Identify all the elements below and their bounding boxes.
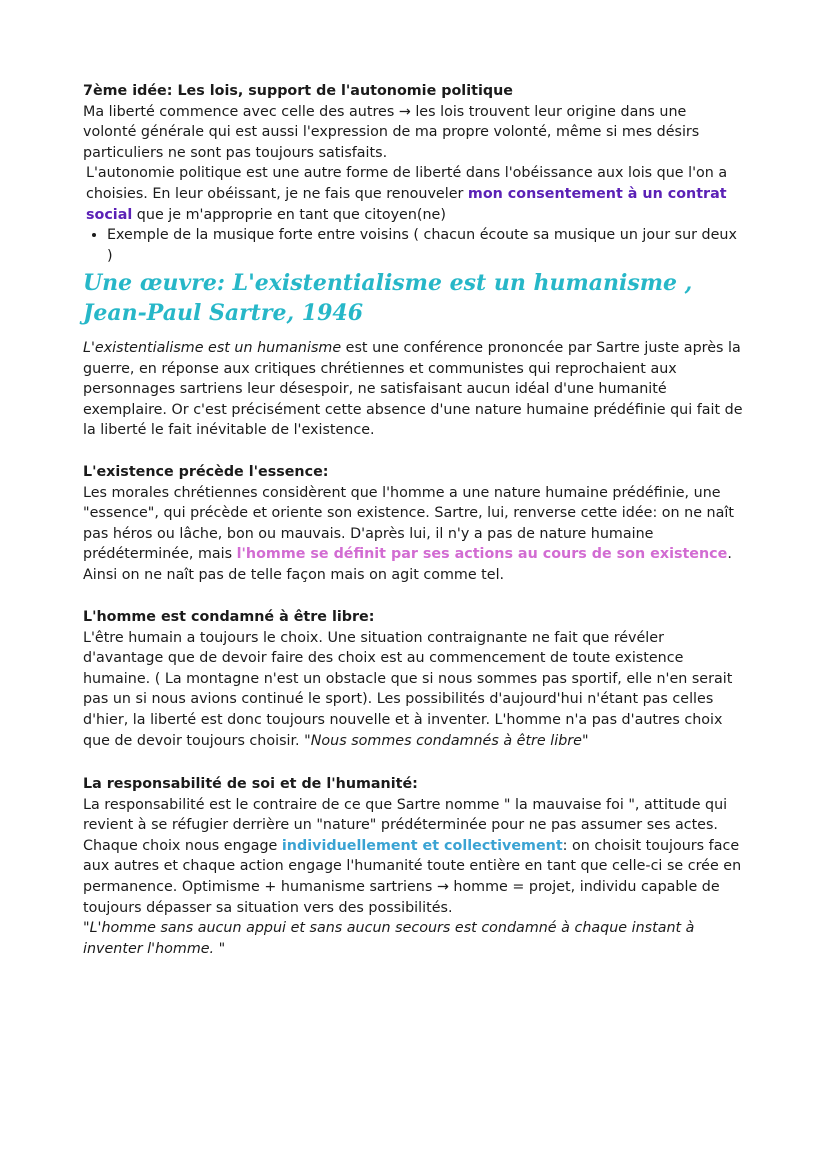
responsibility-text-end: : on choisit toujours face aux autres et chaque action engage l'humanité toute entière en tant que celle-ci se crée en permanence. Optimisme + humanisme sartriens → homme = projet, individu capable de toujours dépasser sa situation vers des possibilités.: [83, 837, 742, 916]
work-intro: [83, 338, 743, 441]
responsibility-quote-text: "L'homme sans aucun appui et sans aucun secours est condamné à chaque instant à inventer l'homme. ": [83, 920, 695, 957]
work-title: Une œuvre: L'existentialisme est un humanisme , Jean-Paul Sartre, 1946: [83, 270, 693, 326]
idea7-paragraph-1: Ma liberté commence avec celle des autres → les lois trouvent leur origine dans une volonté générale qui est aussi l'expression de ma propre volonté, même si mes désirs particuliers ne sont pas toujours satisfaits.: [83, 103, 700, 161]
existence-text-start: Les morales chrétiennes considèrent que l'homme a une nature humaine prédéfinie, une "essence", qui précède et oriente son existence. Sartre, lui, renverse cette idée: on ne naît pas héros ou lâche, bon ou mauvais. D'après lui, il n'y a pas de nature humaine prédéterminée, mais: [83, 484, 734, 563]
work-intro-italic: L'existentialisme est un humanisme: [83, 340, 342, 356]
responsibility-quote: [83, 918, 743, 959]
idea7-bullet-item: • Exemple de la musique forte entre voisins ( chacun écoute sa musique un jour sur deux ): [107, 225, 743, 266]
existence-section: [83, 462, 743, 586]
idea7-paragraph-2: [83, 163, 743, 225]
existence-highlight: l'homme se définit par ses actions au cours de son existence: [236, 546, 728, 563]
condemned-text: L'être humain a toujours le choix. Une situation contraignante ne fait que révéler d'avantage que de devoir faire des choix est au commencement de toute existence humaine. ( La montagne n'est un obstacle que si nous sommes pas sportif, elle n'en serait pas un si nous avions continué le sport). Les possibilités d'aujourd'hui n'étant pas celles d'hier, la liberté est donc toujours nouvelle et à inventer. L'homme n'a pas d'autres choix que de devoir toujours choisir. ": [83, 629, 733, 749]
responsibility-section: [83, 774, 743, 959]
idea7-bullet-list: [83, 225, 743, 266]
condemned-paragraph: [83, 628, 743, 752]
idea7-section: [83, 81, 743, 266]
responsibility-heading: La responsabilité de soi et de l'humanité:: [83, 776, 418, 792]
work-intro-rest: est une conférence prononcée par Sartre juste après la guerre, en réponse aux critiques chrétiennes et communistes qui reprochaient aux personnages sartriens leur désespoir, ne satisfaisant aucun idéal d'une humanité exemplaire. Or c'est précisément cette absence d'une nature humaine prédéfinie qui fait de la liberté le fait inévitable de l'existence.: [83, 340, 743, 439]
work-intro-paragraph: [83, 338, 743, 441]
responsibility-text-start: La responsabilité est le contraire de ce que Sartre nomme " la mauvaise foi ", attitude qui revient à se réfugier derrière un "nature" prédéterminée pour ne pas assumer ses actes. Chaque choix nous engage: [83, 796, 728, 854]
condemned-section: [83, 607, 743, 751]
responsibility-highlight: individuellement et collectivement: [281, 837, 563, 854]
existence-text-end: . Ainsi on ne naît pas de telle façon mais on agit comme tel.: [83, 546, 732, 583]
idea7-paragraph-2-start: L'autonomie politique est une autre forme de liberté dans l'obéissance aux lois que l'on a choisies. En leur obéissant, je ne fais que renouveler: [86, 165, 728, 202]
condemned-heading: L'homme est condamné à être libre:: [83, 609, 375, 625]
condemned-quote: Nous sommes condamnés à être libre: [310, 732, 582, 749]
idea7-paragraph-2-end: que je m'approprie en tant que citoyen(ne): [132, 206, 446, 223]
existence-paragraph: [83, 483, 743, 586]
idea7-heading: 7ème idée: Les lois, support de l'autonomie politique: [83, 83, 513, 99]
responsibility-paragraph: [83, 795, 743, 919]
condemned-quote-end: ": [581, 732, 589, 749]
contract-highlight: mon consentement à un contrat social: [86, 185, 727, 223]
existence-heading: L'existence précède l'essence:: [83, 464, 329, 480]
